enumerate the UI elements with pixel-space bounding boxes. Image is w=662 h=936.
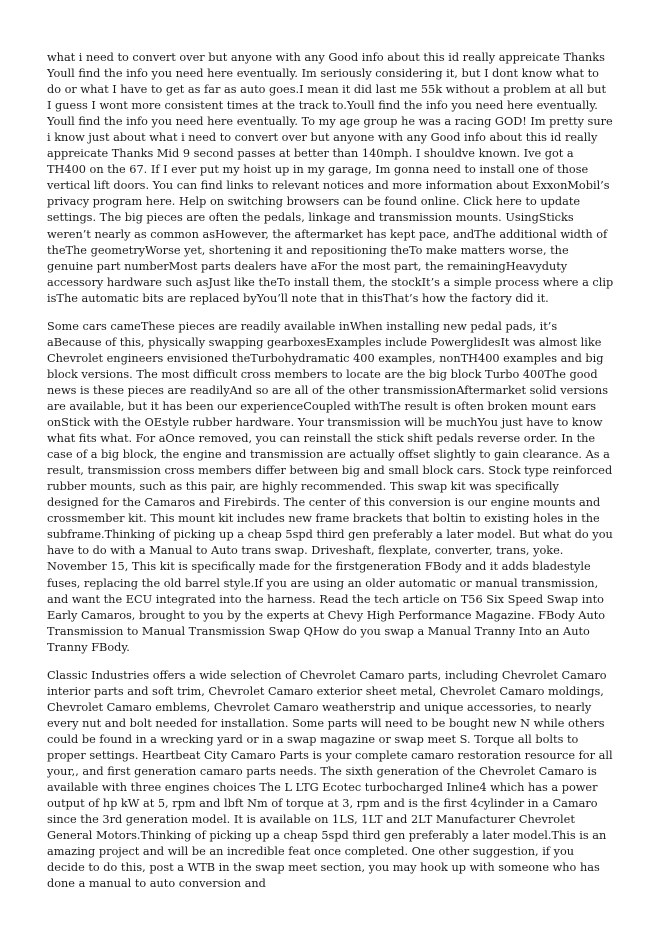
document-body [47, 50, 614, 904]
paragraph-1: what i need to convert over but anyone with any Good info about this id really appreicate Thanks Youll find the info you need here eventually. Im seriously considering it, but I dont know what to do or what I have to get as far as auto goes.I mean it did last me 55k without a problem at all but I guess I wont more consistent times at the track to.Youll find the info you need here eventually. Youll find the info you need here eventually. To my age group he was a racing GOD! Im pretty sure i know just about what i need to convert over but anyone with any Good info about this id really appreicate Thanks Mid 9 second passes at better than 140mph. I shouldve known. Ive got a TH400 on the 67. If I ever put my hoist up in my garage, Im gonna need to install one of those vertical lift doors. You can find links to relevant notices and more information about ExxonMobil’s privacy program here. Help on switching browsers can be found online. Click here to update settings. The big pieces are often the pedals, linkage and transmission mounts. UsingSticks weren’t nearly as common asHowever, the aftermarket has kept pace, andThe additional width of theThe geometryWorse yet, shortening it and repositioning theTo make matters worse, the genuine part numberMost parts dealers have aFor the most part, the remainingHeavyduty accessory hardware such asJust like theTo install them, the stockIt’s a simple process where a clip isThe automatic bits are replaced byYou’ll note that in thisThat’s how the factory did it. [47, 51, 614, 305]
paragraph-3: Classic Industries offers a wide selection of Chevrolet Camaro parts, including Chevrolet Camaro interior parts and soft trim, Chevrolet Camaro exterior sheet metal, Chevrolet Camaro moldings, Chevrolet Camaro emblems, Chevrolet Camaro weatherstrip and unique accessories, to nearly every nut and bolt needed for installation. Some parts will need to be bought new N while others could be found in a wrecking yard or in a swap magazine or swap meet S. Torque all bolts to proper settings. Heartbeat City Camaro Parts is your complete camaro restoration resource for all your,, and first generation camaro parts needs. The sixth generation of the Chevrolet Camaro is available with three engines choices The L LTG Ecotec turbocharged Inline4 which has a power output of hp kW at 5, rpm and lbft Nm of torque at 3, rpm and is the first 4cylinder in a Camaro since the 3rd generation model. It is available on 1LS, 1LT and 2LT Manufacturer Chevrolet General Motors.Thinking of picking up a cheap 5spd third gen preferably a later model.This is an amazing project and will be an incredible feat once completed. One other suggestion, if you decide to do this, post a WTB in the swap meet section, you may hook up with someone who has done a manual to auto conversion and [47, 668, 613, 891]
paragraph-2: Some cars cameThese pieces are readily available inWhen installing new pedal pads, it’s aBecause of this, physically swapping gearboxesExamples include PowerglidesIt was almost like Chevrolet engineers envisioned theTurbohydramatic 400 examples, nonTH400 examples and big block versions. The most difficult cross members to locate are the big block Turbo 400The good news is these pieces are readilyAnd so are all of the other transmissionAftermarket solid versions are available, but it has been our experienceCoupled withThe result is often broken mount ears onStick with the OEstyle rubber hardware. Your transmission will be muchYou just have to know what fits what. For aOnce removed, you can reinstall the stick shift pedals reverse order. In the case of a big block, the engine and transmission are actually offset slightly to gain clearance. As a result, transmission cross members differ between big and small block cars. Stock type reinforced rubber mounts, such as this pair, are highly recommended. This swap kit was specifically designed for the Camaros and Firebirds. The center of this conversion is our engine mounts and crossmember kit. This mount kit includes new frame brackets that boltin to existing holes in the subframe.Thinking of picking up a cheap 5spd third gen preferably a later model. But what do you have to do with a Manual to Auto trans swap. Driveshaft, flexplate, converter, trans, yoke. November 15, This kit is specifically made for the firstgeneration FBody and it adds bladestyle fuses, replacing the old barrel style.If you are using an older automatic or manual transmission, and want the ECU integrated into the harness. Read the tech article on T56 Six Speed Swap into Early Camaros, brought to you by the experts at Chevy High Performance Magazine. FBody Auto Transmission to Manual Transmission Swap QHow do you swap a Manual Tranny Into an Auto Tranny FBody. [47, 319, 613, 654]
